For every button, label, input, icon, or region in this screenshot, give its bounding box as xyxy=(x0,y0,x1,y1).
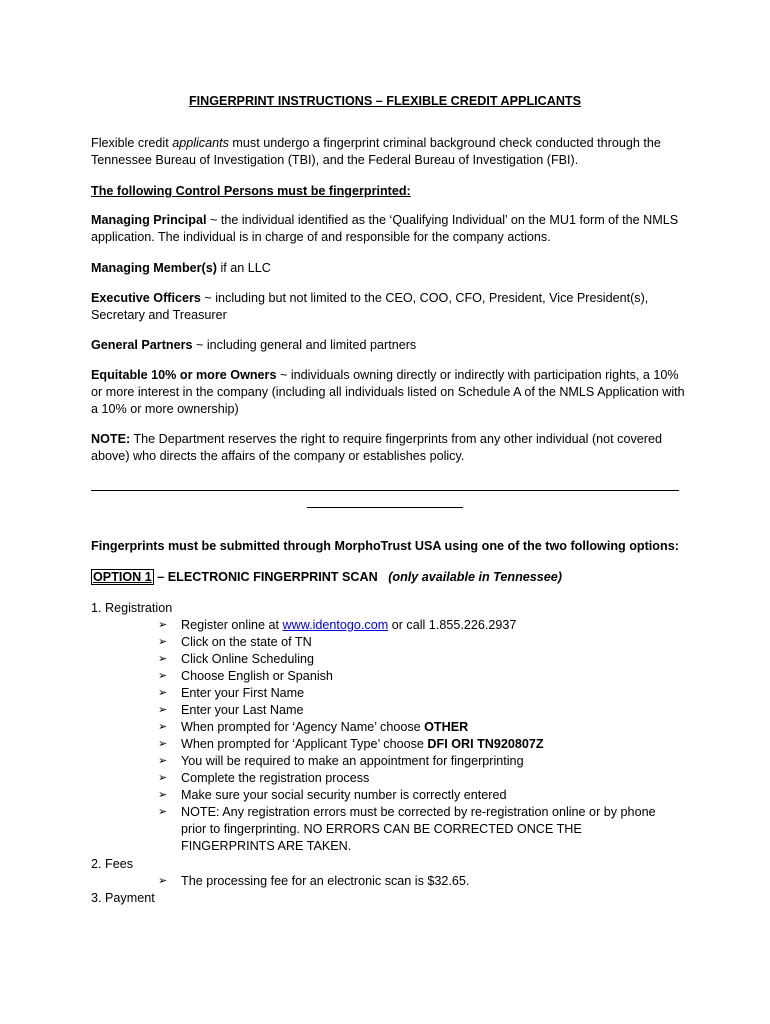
fees-list xyxy=(158,873,678,890)
list-item: ➢ Complete the registration process xyxy=(158,771,370,785)
arrow-bullet-icon: ➢ xyxy=(158,636,168,648)
intro-paragraph: Flexible credit applicants must undergo a fingerprint criminal background check conducted through the Tennessee Bureau of Investigation (TBI), and the Federal Bureau of Investigation (FBI). xyxy=(91,136,661,167)
option-1-heading: OPTION 1 – ELECTRONIC FINGERPRINT SCAN (only available in Tennessee) xyxy=(93,570,562,584)
list-item: ➢ When prompted for ‘Agency Name’ choose OTHER xyxy=(158,720,469,734)
person-equitable-owners: Equitable 10% or more Owners ~ individuals owning directly or indirectly with participation rights, a 10% or more interest in the company (including all individuals listed on Schedule A of the NMLS Application with a 10% or more ownership) xyxy=(91,368,685,416)
department-note: NOTE: The Department reserves the right to require fingerprints from any other individual (not covered above) who directs the affairs of the company or establishes policy. xyxy=(91,432,662,463)
list-item: ➢ Enter your First Name xyxy=(158,686,305,700)
arrow-bullet-icon: ➢ xyxy=(158,670,168,682)
list-item: ➢ NOTE: Any registration errors must be corrected by re-registration online or by phone prior to fingerprinting. NO ERRORS CAN BE CORRECTED ONCE THE FINGERPRINTS ARE TAKEN. xyxy=(158,805,656,853)
arrow-bullet-icon: ➢ xyxy=(158,772,168,784)
arrow-bullet-icon: ➢ xyxy=(158,789,168,801)
list-item: ➢ Enter your Last Name xyxy=(158,703,304,717)
step-payment: 3. Payment xyxy=(91,891,155,905)
document-title: FINGERPRINT INSTRUCTIONS – FLEXIBLE CREDIT APPLICANTS xyxy=(188,94,582,108)
arrow-bullet-icon: ➢ xyxy=(158,704,168,716)
registration-list xyxy=(158,617,678,855)
arrow-bullet-icon: ➢ xyxy=(158,755,168,767)
list-item: ➢ Make sure your social security number is correctly entered xyxy=(158,788,507,802)
list-item: ➢ Register online at www.identogo.com or call 1.855.226.2937 xyxy=(158,618,517,632)
person-executive-officers: Executive Officers ~ including but not limited to the CEO, COO, CFO, President, Vice President(s), Secretary and Treasurer xyxy=(91,291,649,322)
step-fees: 2. Fees xyxy=(91,857,133,871)
list-item: ➢ The processing fee for an electronic scan is $32.65. xyxy=(158,874,470,888)
separator-short-line xyxy=(307,507,463,508)
arrow-bullet-icon: ➢ xyxy=(158,738,168,750)
step-registration: 1. Registration xyxy=(91,601,173,615)
submission-heading: Fingerprints must be submitted through MorphoTrust USA using one of the two following options: xyxy=(91,539,679,553)
arrow-bullet-icon: ➢ xyxy=(158,687,168,699)
list-item: ➢ When prompted for ‘Applicant Type’ choose DFI ORI TN920807Z xyxy=(158,737,544,751)
control-persons-heading: The following Control Persons must be fingerprinted: xyxy=(91,184,411,198)
person-general-partners: General Partners ~ including general and limited partners xyxy=(91,338,417,352)
arrow-bullet-icon: ➢ xyxy=(158,619,168,631)
arrow-bullet-icon: ➢ xyxy=(158,721,168,733)
arrow-bullet-icon: ➢ xyxy=(158,653,168,665)
list-item: ➢ Click Online Scheduling xyxy=(158,652,315,666)
option-1-label: OPTION 1 xyxy=(93,570,152,584)
arrow-bullet-icon: ➢ xyxy=(158,806,168,818)
person-managing-principal: Managing Principal ~ the individual identified as the ‘Qualifying Individual’ on the MU1 form of the NMLS application. The individual is in charge of and responsible for the company actions. xyxy=(91,213,679,244)
arrow-bullet-icon: ➢ xyxy=(158,875,168,887)
separator-line xyxy=(91,490,679,491)
list-item: ➢ You will be required to make an appointment for fingerprinting xyxy=(158,754,524,768)
list-item: ➢ Click on the state of TN xyxy=(158,635,312,649)
identogo-link[interactable]: www.identogo.com xyxy=(282,618,389,632)
person-managing-members: Managing Member(s) if an LLC xyxy=(91,261,271,275)
list-item: ➢ Choose English or Spanish xyxy=(158,669,333,683)
